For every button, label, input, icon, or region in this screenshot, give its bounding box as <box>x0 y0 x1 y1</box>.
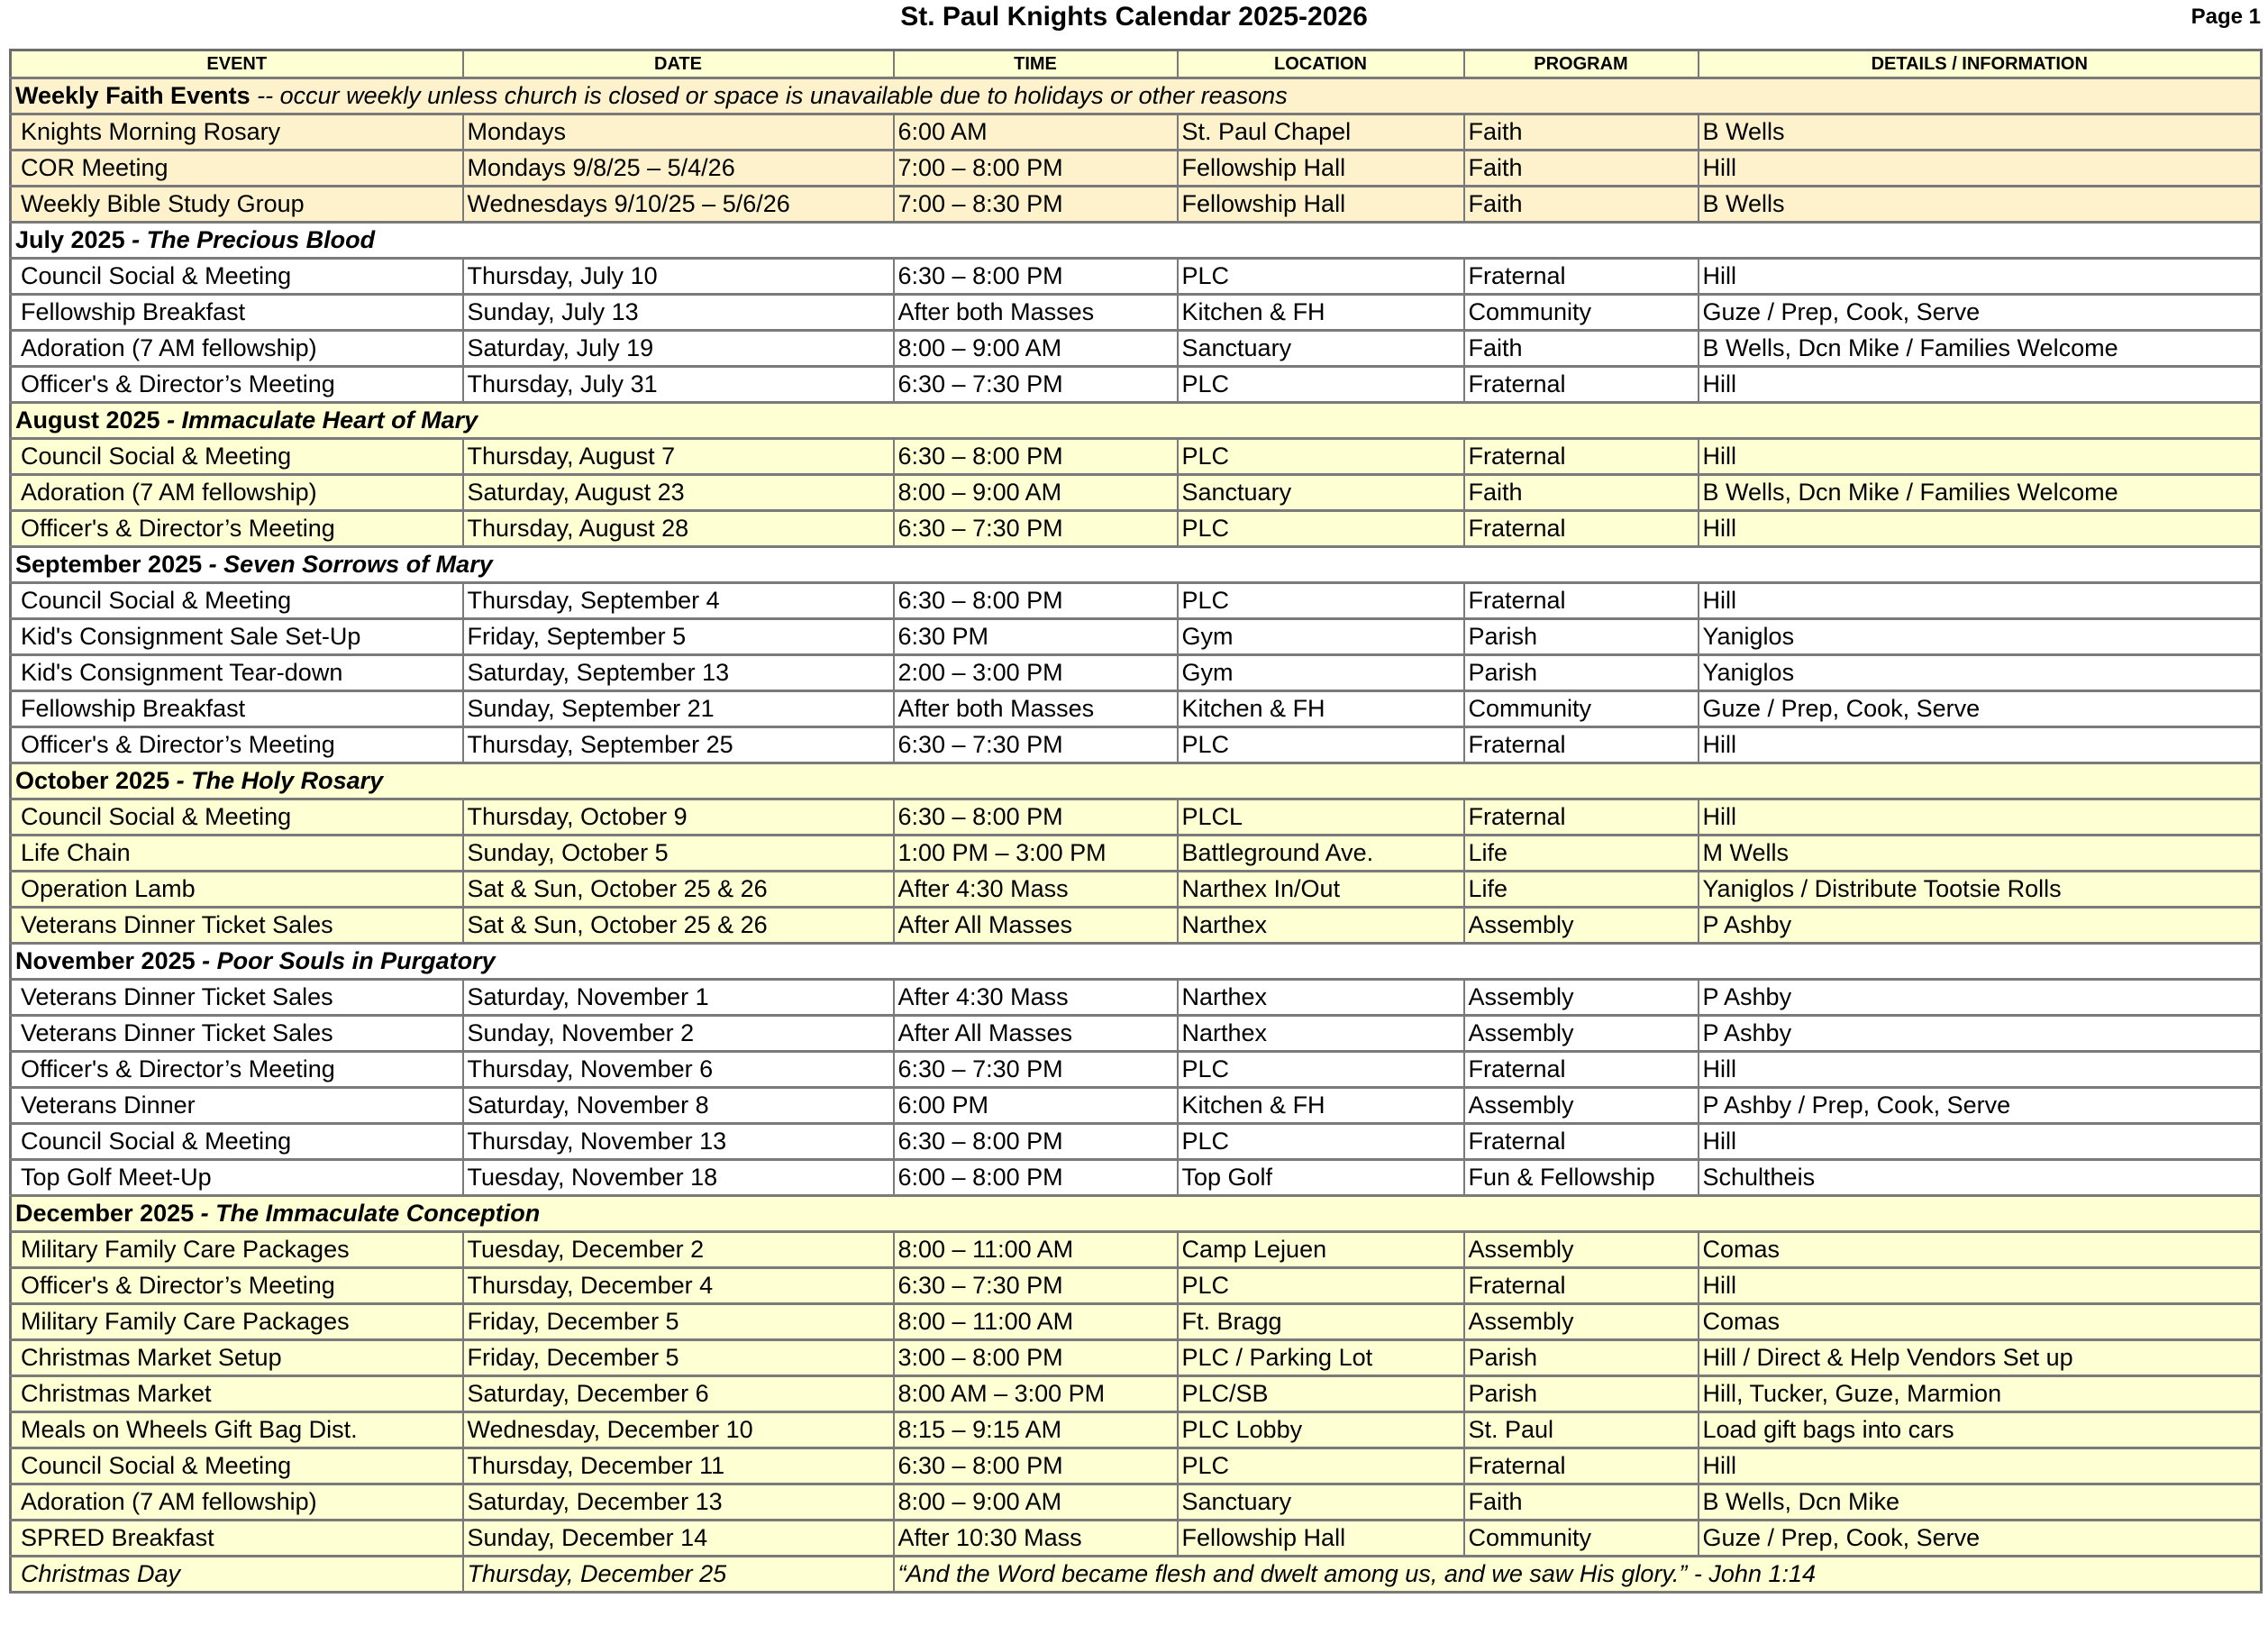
cell-date: Saturday, November 8 <box>463 1088 894 1124</box>
section-header <box>11 403 2262 439</box>
cell-event: Christmas Market Setup <box>11 1340 463 1376</box>
cell-date: Sunday, September 21 <box>463 691 894 727</box>
event-row <box>11 114 2262 151</box>
cell-time: 8:15 – 9:15 AM <box>894 1412 1178 1448</box>
cell-program: Fraternal <box>1464 799 1699 836</box>
event-row <box>11 1268 2262 1304</box>
cell-time: 2:00 – 3:00 PM <box>894 655 1178 691</box>
cell-location: Fellowship Hall <box>1178 187 1464 223</box>
cell-event: Veterans Dinner Ticket Sales <box>11 908 463 944</box>
cell-location: Kitchen & FH <box>1178 691 1464 727</box>
event-row <box>11 691 2262 727</box>
cell-location: Ft. Bragg <box>1178 1304 1464 1340</box>
cell-program: Faith <box>1464 1484 1699 1521</box>
cell-date: Sat & Sun, October 25 & 26 <box>463 872 894 908</box>
cell-program: Life <box>1464 872 1699 908</box>
section-header <box>11 944 2262 980</box>
cell-details: Hill <box>1699 1124 2262 1160</box>
cell-location: Narthex <box>1178 1016 1464 1052</box>
cell-details: B Wells <box>1699 187 2262 223</box>
cell-event: Adoration (7 AM fellowship) <box>11 1484 463 1521</box>
cell-location: PLC <box>1178 727 1464 763</box>
cell-program: Faith <box>1464 331 1699 367</box>
cell-details: Hill <box>1699 1052 2262 1088</box>
cell-date: Thursday, December 11 <box>463 1448 894 1484</box>
cell-program: Fraternal <box>1464 1052 1699 1088</box>
cell-location: PLC <box>1178 1268 1464 1304</box>
cell-event: Veterans Dinner <box>11 1088 463 1124</box>
cell-date: Saturday, September 13 <box>463 655 894 691</box>
cell-date: Thursday, September 4 <box>463 583 894 619</box>
page-number: Page 1 <box>2191 5 2261 29</box>
cell-details: M Wells <box>1699 836 2262 872</box>
cell-details: B Wells <box>1699 114 2262 151</box>
cell-date: Thursday, November 13 <box>463 1124 894 1160</box>
section-header <box>11 223 2262 259</box>
event-row <box>11 727 2262 763</box>
cell-program: Community <box>1464 295 1699 331</box>
cell-location: Narthex <box>1178 908 1464 944</box>
cell-event: Fellowship Breakfast <box>11 691 463 727</box>
event-row <box>11 908 2262 944</box>
cell-location: Narthex In/Out <box>1178 872 1464 908</box>
cell-event: Life Chain <box>11 836 463 872</box>
section-subtitle: - The Holy Rosary <box>176 767 384 794</box>
column-header-event: EVENT <box>11 50 463 78</box>
section-heading: Weekly Faith Events <box>15 82 250 109</box>
cell-event: Council Social & Meeting <box>11 583 463 619</box>
cell-event: Military Family Care Packages <box>11 1304 463 1340</box>
event-row <box>11 367 2262 403</box>
cell-details: B Wells, Dcn Mike / Families Welcome <box>1699 475 2262 511</box>
cell-event: Council Social & Meeting <box>11 1448 463 1484</box>
cell-time: 8:00 – 9:00 AM <box>894 1484 1178 1521</box>
cell-time: 6:00 PM <box>894 1088 1178 1124</box>
cell-event: Military Family Care Packages <box>11 1232 463 1268</box>
cell-program: Assembly <box>1464 1088 1699 1124</box>
event-row <box>11 1521 2262 1557</box>
cell-date: Friday, December 5 <box>463 1304 894 1340</box>
cell-details: Hill <box>1699 439 2262 475</box>
cell-program: Fraternal <box>1464 367 1699 403</box>
header-row <box>11 50 2262 78</box>
calendar-table <box>9 49 2263 1594</box>
section-header <box>11 78 2262 114</box>
cell-time: After 10:30 Mass <box>894 1521 1178 1557</box>
cell-details: Hill <box>1699 367 2262 403</box>
cell-details: P Ashby / Prep, Cook, Serve <box>1699 1088 2262 1124</box>
cell-time: 6:30 – 8:00 PM <box>894 1448 1178 1484</box>
section-header <box>11 763 2262 799</box>
event-row <box>11 980 2262 1016</box>
cell-date: Mondays <box>463 114 894 151</box>
cell-details: Hill / Direct & Help Vendors Set up <box>1699 1340 2262 1376</box>
cell-time: 6:30 – 8:00 PM <box>894 1124 1178 1160</box>
cell-event: Christmas Market <box>11 1376 463 1412</box>
column-header-date: DATE <box>463 50 894 78</box>
cell-time: 1:00 PM – 3:00 PM <box>894 836 1178 872</box>
cell-location: St. Paul Chapel <box>1178 114 1464 151</box>
event-row <box>11 1448 2262 1484</box>
column-header-details: DETAILS / INFORMATION <box>1699 50 2262 78</box>
cell-location: PLC Lobby <box>1178 1412 1464 1448</box>
cell-time: 6:30 – 8:00 PM <box>894 439 1178 475</box>
cell-program: Fraternal <box>1464 727 1699 763</box>
section-header-row <box>11 78 2262 114</box>
cell-location: PLC <box>1178 1052 1464 1088</box>
cell-program: Fraternal <box>1464 439 1699 475</box>
cell-date: Thursday, December 25 <box>463 1557 894 1593</box>
cell-time: 6:30 PM <box>894 619 1178 655</box>
event-row <box>11 331 2262 367</box>
cell-program: Fun & Fellowship <box>1464 1160 1699 1196</box>
cell-event: Christmas Day <box>11 1557 463 1593</box>
event-row <box>11 187 2262 223</box>
cell-time: 6:30 – 7:30 PM <box>894 1268 1178 1304</box>
cell-event: Officer's & Director’s Meeting <box>11 511 463 547</box>
event-row <box>11 1412 2262 1448</box>
cell-date: Sat & Sun, October 25 & 26 <box>463 908 894 944</box>
event-row <box>11 439 2262 475</box>
cell-details: Comas <box>1699 1232 2262 1268</box>
event-row <box>11 1232 2262 1268</box>
cell-location: Top Golf <box>1178 1160 1464 1196</box>
cell-location: Gym <box>1178 655 1464 691</box>
event-row <box>11 259 2262 295</box>
cell-time: After All Masses <box>894 1016 1178 1052</box>
cell-program: Fraternal <box>1464 1268 1699 1304</box>
cell-location: Sanctuary <box>1178 331 1464 367</box>
section-heading: September 2025 <box>15 551 209 578</box>
cell-details: Hill <box>1699 511 2262 547</box>
cell-date: Tuesday, November 18 <box>463 1160 894 1196</box>
cell-event: Veterans Dinner Ticket Sales <box>11 980 463 1016</box>
cell-location: Camp Lejuen <box>1178 1232 1464 1268</box>
cell-date: Sunday, October 5 <box>463 836 894 872</box>
cell-time: 8:00 – 11:00 AM <box>894 1232 1178 1268</box>
cell-date: Thursday, July 10 <box>463 259 894 295</box>
section-header-row <box>11 223 2262 259</box>
cell-program: Assembly <box>1464 1232 1699 1268</box>
cell-location: PLC <box>1178 1448 1464 1484</box>
cell-program: Fraternal <box>1464 259 1699 295</box>
cell-program: Community <box>1464 691 1699 727</box>
cell-event: Operation Lamb <box>11 872 463 908</box>
cell-details: Guze / Prep, Cook, Serve <box>1699 295 2262 331</box>
cell-date: Thursday, December 4 <box>463 1268 894 1304</box>
cell-program: Parish <box>1464 1376 1699 1412</box>
cell-time: 6:30 – 7:30 PM <box>894 727 1178 763</box>
cell-details: P Ashby <box>1699 908 2262 944</box>
cell-event: Fellowship Breakfast <box>11 295 463 331</box>
section-subtitle: - The Precious Blood <box>132 226 376 253</box>
cell-date: Wednesday, December 10 <box>463 1412 894 1448</box>
section-heading: December 2025 <box>15 1200 201 1227</box>
cell-details: P Ashby <box>1699 1016 2262 1052</box>
cell-details: B Wells, Dcn Mike <box>1699 1484 2262 1521</box>
cell-location: Sanctuary <box>1178 1484 1464 1521</box>
cell-details: Guze / Prep, Cook, Serve <box>1699 1521 2262 1557</box>
event-row <box>11 1484 2262 1521</box>
cell-details: B Wells, Dcn Mike / Families Welcome <box>1699 331 2262 367</box>
cell-event: Council Social & Meeting <box>11 1124 463 1160</box>
cell-event: Officer's & Director’s Meeting <box>11 1268 463 1304</box>
section-subtitle: - Immaculate Heart of Mary <box>167 406 478 434</box>
cell-program: Assembly <box>1464 1304 1699 1340</box>
cell-program: Life <box>1464 836 1699 872</box>
event-row <box>11 799 2262 836</box>
section-heading: October 2025 <box>15 767 177 794</box>
cell-time: After 4:30 Mass <box>894 872 1178 908</box>
cell-program: Parish <box>1464 655 1699 691</box>
section-subtitle: - Poor Souls in Purgatory <box>202 947 496 974</box>
cell-event: Officer's & Director’s Meeting <box>11 727 463 763</box>
cell-time: 6:00 AM <box>894 114 1178 151</box>
event-row <box>11 836 2262 872</box>
cell-details: Hill <box>1699 259 2262 295</box>
cell-time: 8:00 AM – 3:00 PM <box>894 1376 1178 1412</box>
event-row <box>11 1160 2262 1196</box>
section-heading: August 2025 <box>15 406 168 434</box>
section-header <box>11 547 2262 583</box>
cell-details: Guze / Prep, Cook, Serve <box>1699 691 2262 727</box>
cell-event: Top Golf Meet-Up <box>11 1160 463 1196</box>
section-header <box>11 1196 2262 1232</box>
cell-program: Faith <box>1464 151 1699 187</box>
cell-event: Veterans Dinner Ticket Sales <box>11 1016 463 1052</box>
cell-date: Thursday, November 6 <box>463 1052 894 1088</box>
event-row <box>11 1304 2262 1340</box>
cell-location: PLC <box>1178 583 1464 619</box>
cell-event: Weekly Bible Study Group <box>11 187 463 223</box>
cell-time: 6:00 – 8:00 PM <box>894 1160 1178 1196</box>
section-header-row <box>11 1196 2262 1232</box>
cell-time: 6:30 – 7:30 PM <box>894 367 1178 403</box>
cell-details: Hill <box>1699 727 2262 763</box>
cell-location: PLC <box>1178 1124 1464 1160</box>
cell-time: 7:00 – 8:00 PM <box>894 151 1178 187</box>
cell-program: Assembly <box>1464 908 1699 944</box>
cell-date: Tuesday, December 2 <box>463 1232 894 1268</box>
cell-program: Faith <box>1464 114 1699 151</box>
cell-date: Wednesdays 9/10/25 – 5/6/26 <box>463 187 894 223</box>
cell-time: After both Masses <box>894 295 1178 331</box>
cell-program: Fraternal <box>1464 1124 1699 1160</box>
section-header-row <box>11 403 2262 439</box>
cell-details: Comas <box>1699 1304 2262 1340</box>
cell-date: Saturday, December 13 <box>463 1484 894 1521</box>
event-row <box>11 1340 2262 1376</box>
cell-details: Hill <box>1699 151 2262 187</box>
cell-details: Yaniglos / Distribute Tootsie Rolls <box>1699 872 2262 908</box>
cell-event: COR Meeting <box>11 151 463 187</box>
event-row <box>11 1016 2262 1052</box>
cell-details: Hill <box>1699 1448 2262 1484</box>
cell-location: Fellowship Hall <box>1178 1521 1464 1557</box>
cell-time: 7:00 – 8:30 PM <box>894 187 1178 223</box>
cell-location: Kitchen & FH <box>1178 1088 1464 1124</box>
cell-program: Assembly <box>1464 980 1699 1016</box>
cell-program: Faith <box>1464 475 1699 511</box>
section-subtitle: -- occur weekly unless church is closed or space is unavailable due to holidays or other reasons <box>250 82 1288 109</box>
section-header-row <box>11 547 2262 583</box>
cell-time: 6:30 – 8:00 PM <box>894 799 1178 836</box>
cell-program: Parish <box>1464 1340 1699 1376</box>
cell-details: Load gift bags into cars <box>1699 1412 2262 1448</box>
cell-date: Thursday, August 7 <box>463 439 894 475</box>
cell-time: 3:00 – 8:00 PM <box>894 1340 1178 1376</box>
cell-details: Hill <box>1699 1268 2262 1304</box>
cell-details: Yaniglos <box>1699 619 2262 655</box>
page-title: St. Paul Knights Calendar 2025-2026 <box>900 2 1368 32</box>
column-header-time: TIME <box>894 50 1178 78</box>
calendar-body <box>11 78 2262 1593</box>
cell-program: Fraternal <box>1464 583 1699 619</box>
event-row <box>11 872 2262 908</box>
cell-location: Fellowship Hall <box>1178 151 1464 187</box>
cell-time: 8:00 – 9:00 AM <box>894 331 1178 367</box>
cell-program: Fraternal <box>1464 511 1699 547</box>
column-header-location: LOCATION <box>1178 50 1464 78</box>
cell-date: Thursday, August 28 <box>463 511 894 547</box>
event-row <box>11 151 2262 187</box>
cell-event: Adoration (7 AM fellowship) <box>11 331 463 367</box>
cell-details: Yaniglos <box>1699 655 2262 691</box>
event-row <box>11 655 2262 691</box>
cell-event: Council Social & Meeting <box>11 259 463 295</box>
cell-details: Schultheis <box>1699 1160 2262 1196</box>
cell-location: Kitchen & FH <box>1178 295 1464 331</box>
section-header-row <box>11 944 2262 980</box>
cell-time: 6:30 – 8:00 PM <box>894 583 1178 619</box>
cell-location: Battleground Ave. <box>1178 836 1464 872</box>
section-subtitle: - The Immaculate Conception <box>200 1200 541 1227</box>
cell-scripture-quote: “And the Word became flesh and dwelt among us, and we saw His glory.” - John 1:14 <box>894 1557 2262 1593</box>
cell-location: PLC <box>1178 367 1464 403</box>
event-row <box>11 619 2262 655</box>
cell-details: P Ashby <box>1699 980 2262 1016</box>
cell-date: Mondays 9/8/25 – 5/4/26 <box>463 151 894 187</box>
cell-date: Saturday, July 19 <box>463 331 894 367</box>
cell-event: Adoration (7 AM fellowship) <box>11 475 463 511</box>
cell-details: Hill <box>1699 583 2262 619</box>
cell-program: Fraternal <box>1464 1448 1699 1484</box>
cell-time: 6:30 – 8:00 PM <box>894 259 1178 295</box>
section-heading: July 2025 <box>15 226 132 253</box>
cell-time: 8:00 – 9:00 AM <box>894 475 1178 511</box>
event-row <box>11 475 2262 511</box>
cell-date: Sunday, July 13 <box>463 295 894 331</box>
cell-date: Thursday, September 25 <box>463 727 894 763</box>
cell-location: Gym <box>1178 619 1464 655</box>
cell-event: SPRED Breakfast <box>11 1521 463 1557</box>
cell-time: After both Masses <box>894 691 1178 727</box>
event-row <box>11 295 2262 331</box>
cell-time: 6:30 – 7:30 PM <box>894 511 1178 547</box>
event-row <box>11 1052 2262 1088</box>
section-heading: November 2025 <box>15 947 203 974</box>
cell-event: Knights Morning Rosary <box>11 114 463 151</box>
cell-program: Faith <box>1464 187 1699 223</box>
event-row <box>11 1376 2262 1412</box>
cell-program: Parish <box>1464 619 1699 655</box>
cell-program: Community <box>1464 1521 1699 1557</box>
cell-event: Council Social & Meeting <box>11 439 463 475</box>
cell-event: Officer's & Director’s Meeting <box>11 1052 463 1088</box>
cell-program: St. Paul <box>1464 1412 1699 1448</box>
cell-date: Friday, December 5 <box>463 1340 894 1376</box>
cell-event: Officer's & Director’s Meeting <box>11 367 463 403</box>
event-row <box>11 1124 2262 1160</box>
cell-date: Saturday, November 1 <box>463 980 894 1016</box>
event-row-special <box>11 1557 2262 1593</box>
cell-location: PLC/SB <box>1178 1376 1464 1412</box>
cell-location: PLC <box>1178 511 1464 547</box>
cell-location: PLC / Parking Lot <box>1178 1340 1464 1376</box>
cell-location: PLC <box>1178 439 1464 475</box>
cell-location: PLCL <box>1178 799 1464 836</box>
cell-event: Kid's Consignment Sale Set-Up <box>11 619 463 655</box>
cell-event: Council Social & Meeting <box>11 799 463 836</box>
cell-date: Sunday, December 14 <box>463 1521 894 1557</box>
cell-date: Sunday, November 2 <box>463 1016 894 1052</box>
event-row <box>11 583 2262 619</box>
cell-date: Thursday, October 9 <box>463 799 894 836</box>
cell-details: Hill, Tucker, Guze, Marmion <box>1699 1376 2262 1412</box>
cell-time: 6:30 – 7:30 PM <box>894 1052 1178 1088</box>
cell-details: Hill <box>1699 799 2262 836</box>
cell-location: PLC <box>1178 259 1464 295</box>
column-header-program: PROGRAM <box>1464 50 1699 78</box>
cell-date: Friday, September 5 <box>463 619 894 655</box>
cell-time: After 4:30 Mass <box>894 980 1178 1016</box>
cell-event: Meals on Wheels Gift Bag Dist. <box>11 1412 463 1448</box>
event-row <box>11 1088 2262 1124</box>
cell-program: Assembly <box>1464 1016 1699 1052</box>
cell-date: Thursday, July 31 <box>463 367 894 403</box>
section-subtitle: - Seven Sorrows of Mary <box>208 551 493 578</box>
cell-date: Saturday, December 6 <box>463 1376 894 1412</box>
cell-event: Kid's Consignment Tear-down <box>11 655 463 691</box>
cell-location: Narthex <box>1178 980 1464 1016</box>
cell-time: 8:00 – 11:00 AM <box>894 1304 1178 1340</box>
event-row <box>11 511 2262 547</box>
cell-time: After All Masses <box>894 908 1178 944</box>
cell-location: Sanctuary <box>1178 475 1464 511</box>
section-header-row <box>11 763 2262 799</box>
cell-date: Saturday, August 23 <box>463 475 894 511</box>
